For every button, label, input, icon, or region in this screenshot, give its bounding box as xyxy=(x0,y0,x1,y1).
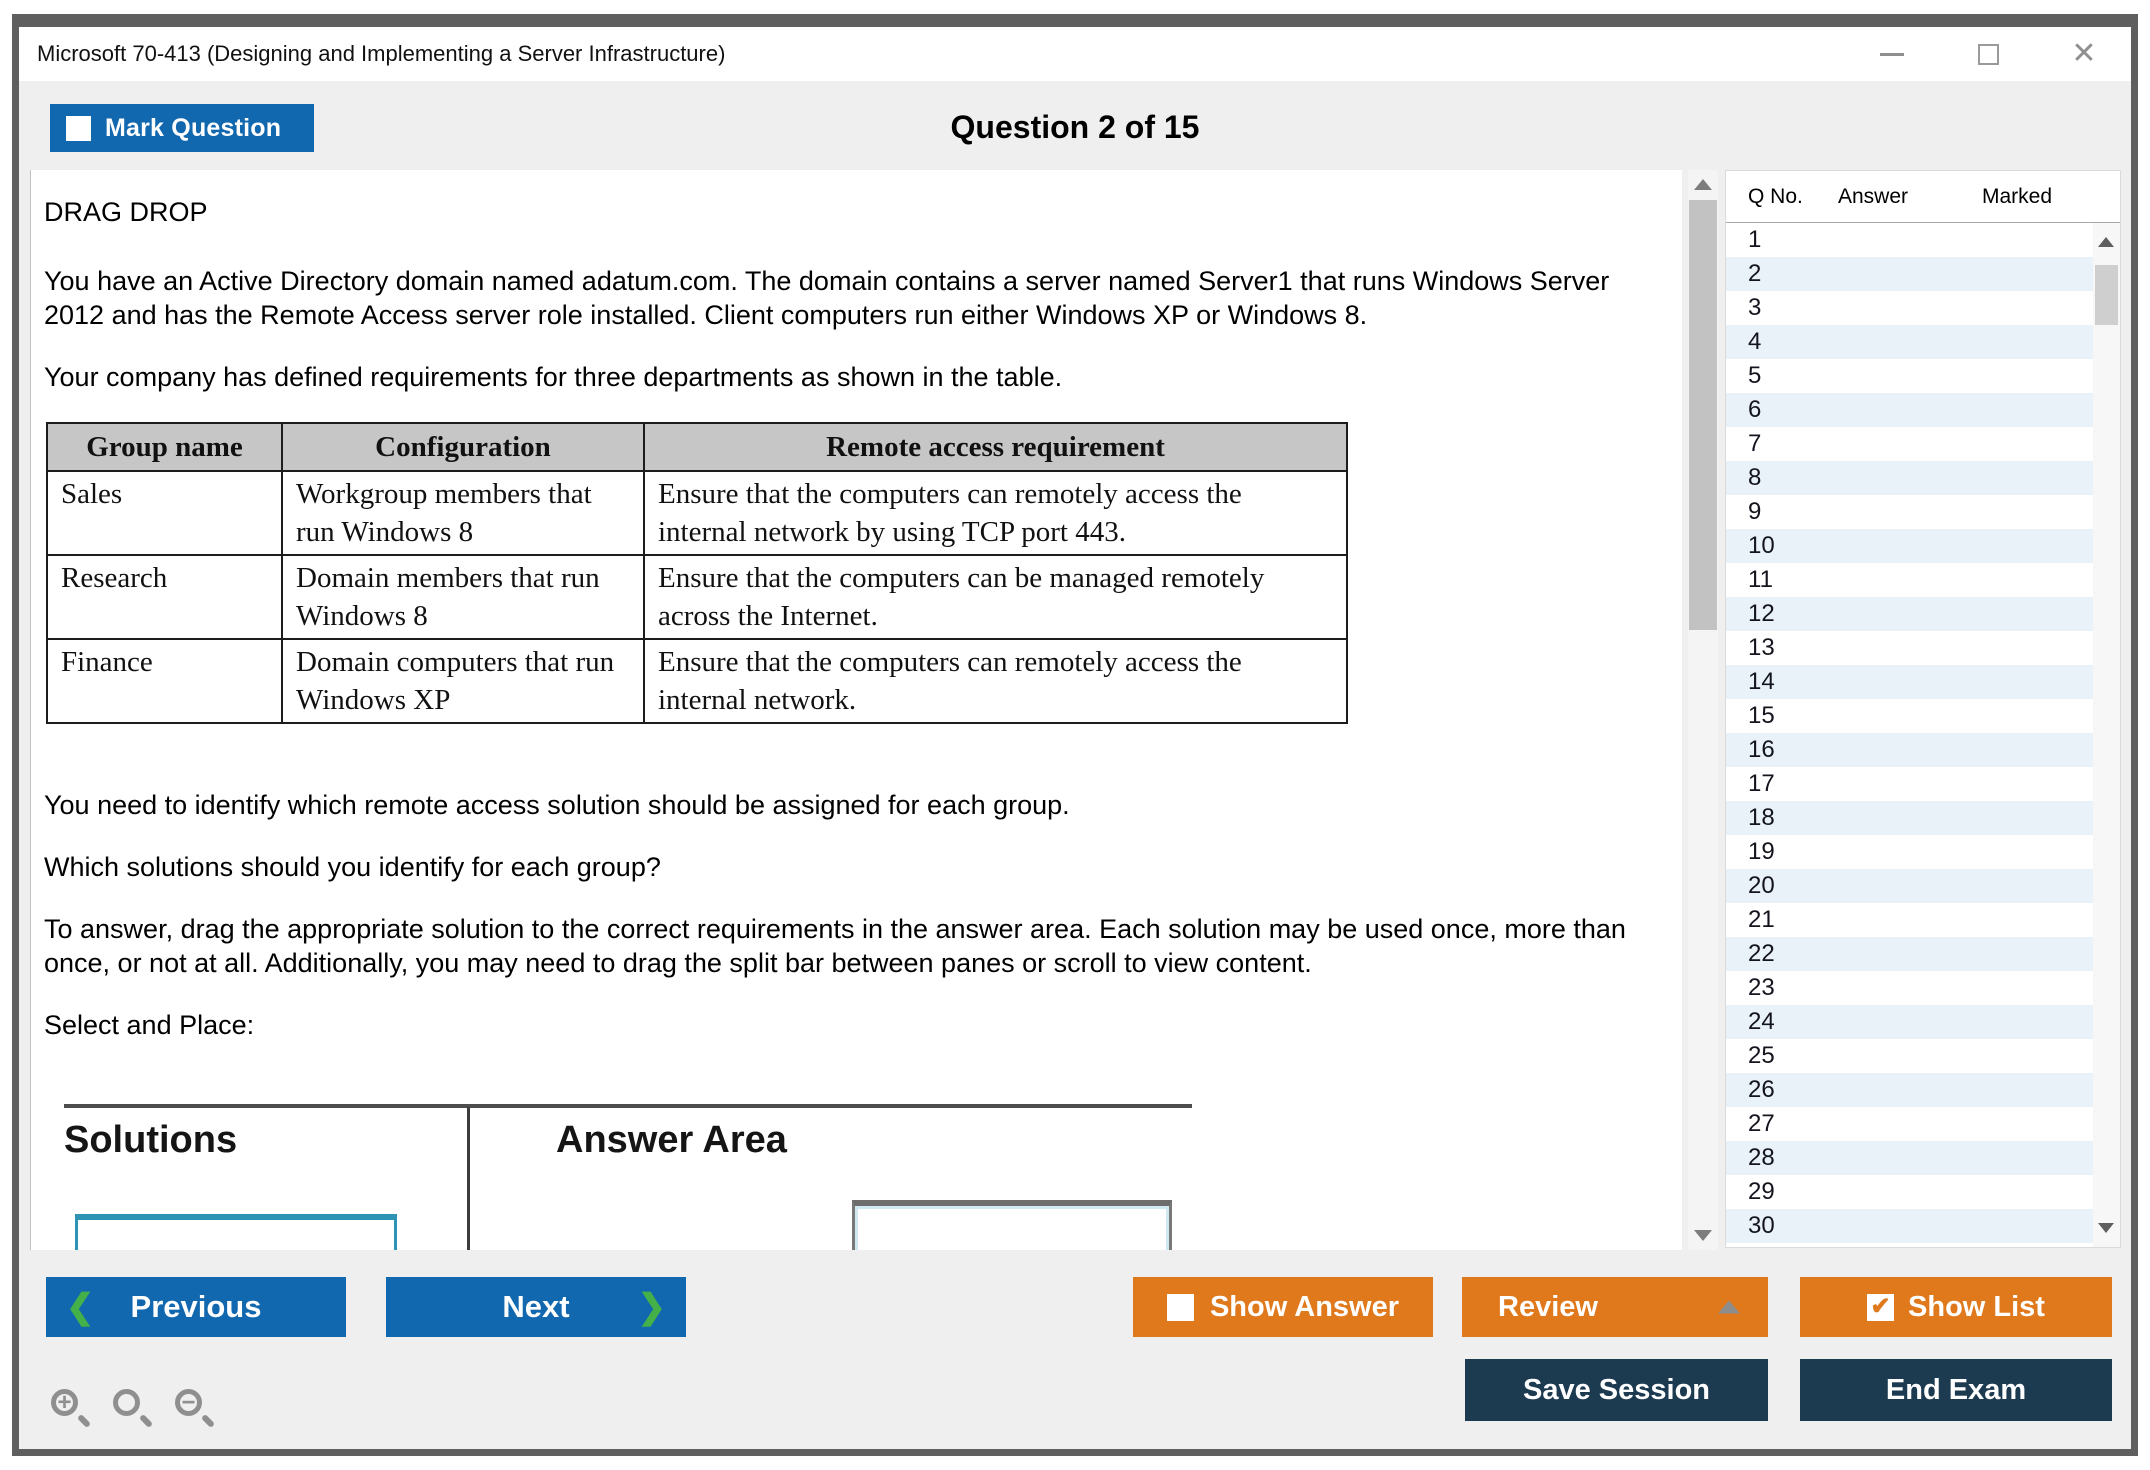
column-answer: Answer xyxy=(1838,185,1909,208)
question-type-label: DRAG DROP xyxy=(44,197,208,227)
question-list-item-16[interactable]: 16 xyxy=(1726,733,2093,767)
question-list-item-2[interactable]: 2 xyxy=(1726,257,2093,291)
question-list-item-29[interactable]: 29 xyxy=(1748,1178,1775,1205)
maximize-icon xyxy=(1978,44,1999,65)
question-list-item-30[interactable]: 30 xyxy=(1726,1209,2093,1243)
question-panel xyxy=(30,170,1682,1250)
chevron-right-icon: ❯ xyxy=(637,1288,666,1326)
list-scroll-up-icon[interactable] xyxy=(2098,237,2114,247)
question-list-item-12[interactable]: 12 xyxy=(1726,597,2093,631)
figure-split-bar[interactable] xyxy=(467,1107,470,1250)
question-outro xyxy=(44,788,1664,980)
table-header-remote-access: Remote access requirement xyxy=(644,423,1347,471)
table-cell: Domain members that run Windows 8 xyxy=(282,555,644,639)
handle xyxy=(77,1414,91,1428)
answer-drop-target[interactable] xyxy=(852,1200,1172,1250)
handle xyxy=(201,1414,215,1428)
minimize-button[interactable] xyxy=(1875,37,1909,71)
chevron-left-icon: ❮ xyxy=(66,1288,95,1326)
show-list-checkbox-icon xyxy=(1867,1294,1894,1321)
scroll-up-icon[interactable] xyxy=(1694,179,1712,190)
question-list-item-28[interactable]: 28 xyxy=(1726,1141,2093,1175)
table-header-configuration: Configuration xyxy=(282,423,644,471)
question-list-item-4[interactable]: 4 xyxy=(1726,325,2093,359)
show-list-label: Show List xyxy=(1908,1290,2045,1323)
question-list-item-14[interactable]: 14 xyxy=(1726,665,2093,699)
select-and-place-figure xyxy=(44,1088,1664,1250)
question-counter: Question 2 of 15 xyxy=(950,109,1200,145)
question-paragraph: Which solutions should you identify for each group? xyxy=(44,852,661,882)
answer-area-heading: Answer Area xyxy=(556,1119,787,1161)
question-paragraph: To answer, drag the appropriate solution to the correct requirements in the answer area. Each solution may be used once, more than once, or not at all. Additionally, you may need to drag the split bar between panes or scroll to view content. xyxy=(44,914,1626,978)
table-cell: Ensure that the computers can be managed remotely across the Internet. xyxy=(644,555,1347,639)
checkmark-icon: ✔ xyxy=(1870,1293,1891,1320)
title-bar xyxy=(19,27,2131,81)
question-list-header xyxy=(1726,171,2120,222)
review-button[interactable] xyxy=(1462,1277,1768,1337)
table-cell: Ensure that the computers can remotely access the internal network. xyxy=(644,639,1347,723)
plus-sign: + xyxy=(57,1388,72,1416)
close-button[interactable] xyxy=(2067,37,2101,71)
question-list-item-9[interactable]: 9 xyxy=(1748,498,1762,525)
save-session-label: Save Session xyxy=(1523,1373,1710,1406)
zoom-out-icon[interactable] xyxy=(173,1387,215,1429)
handle xyxy=(139,1414,153,1428)
zoom-in-icon[interactable] xyxy=(49,1387,91,1429)
next-button[interactable] xyxy=(386,1277,686,1337)
maximize-button[interactable] xyxy=(1971,37,2005,71)
question-content xyxy=(31,170,1682,1250)
lens xyxy=(113,1389,140,1416)
question-list-item-22[interactable]: 22 xyxy=(1726,937,2093,971)
question-list xyxy=(1726,223,2093,1243)
scroll-down-icon[interactable] xyxy=(1694,1230,1712,1241)
column-marked: Marked xyxy=(1982,185,2053,208)
question-paragraph: You need to identify which remote access solution should be assigned for each group. xyxy=(44,790,1070,820)
show-answer-checkbox-icon xyxy=(1167,1294,1194,1321)
select-and-place-label: Select and Place: xyxy=(44,1010,255,1040)
question-paragraph: You have an Active Directory domain named adatum.com. The domain contains a server named Server1 that runs Windows Server 2012 and has the Remote Access server role installed. Client computers run either Windows XP or Windows 8. xyxy=(44,266,1610,330)
end-exam-button[interactable] xyxy=(1800,1359,2112,1421)
question-list-item-3[interactable]: 3 xyxy=(1748,294,1762,321)
question-list-item-6[interactable]: 6 xyxy=(1726,393,2093,427)
question-scrollbar[interactable] xyxy=(1688,170,1718,1250)
question-list-scrollbar[interactable] xyxy=(2093,223,2120,1247)
table-cell: Finance xyxy=(47,639,282,723)
minus-sign: − xyxy=(181,1388,196,1416)
question-list-item-20[interactable]: 20 xyxy=(1726,869,2093,903)
list-scroll-down-icon[interactable] xyxy=(2098,1223,2114,1233)
question-list-item-13[interactable]: 13 xyxy=(1748,634,1775,661)
question-list-item-27[interactable]: 27 xyxy=(1748,1110,1775,1137)
table-header-group-name: Group name xyxy=(47,423,282,471)
table-cell: Domain computers that run Windows XP xyxy=(282,639,644,723)
show-list-button[interactable] xyxy=(1800,1277,2112,1337)
question-list-item-26[interactable]: 26 xyxy=(1726,1073,2093,1107)
minimize-icon xyxy=(1880,53,1904,56)
magnifier-icon[interactable] xyxy=(111,1387,153,1429)
solution-drag-item[interactable] xyxy=(75,1214,397,1250)
question-intro xyxy=(44,264,1664,394)
question-list-item-1[interactable]: 1 xyxy=(1748,226,1762,253)
question-list-item-17[interactable]: 17 xyxy=(1748,770,1775,797)
question-list-item-21[interactable]: 21 xyxy=(1748,906,1775,933)
table-cell: Sales xyxy=(47,471,282,555)
question-list-item-7[interactable]: 7 xyxy=(1748,430,1762,457)
table-cell: Research xyxy=(47,555,282,639)
column-q-no: Q No. xyxy=(1748,185,1803,208)
window-controls xyxy=(1875,27,2101,81)
review-label: Review xyxy=(1498,1290,1598,1323)
question-list-item-8[interactable]: 8 xyxy=(1726,461,2093,495)
window-title: Microsoft 70-413 (Designing and Implementing a Server Infrastructure) xyxy=(37,41,726,66)
table-cell: Ensure that the computers can remotely access the internal network by using TCP port 443. xyxy=(644,471,1347,555)
table-row xyxy=(47,471,1347,555)
question-list-item-18[interactable]: 18 xyxy=(1726,801,2093,835)
caret-up-icon xyxy=(1718,1301,1740,1314)
question-paragraph: Your company has defined requirements for three departments as shown in the table. xyxy=(44,362,1063,392)
app-window xyxy=(12,14,2138,1456)
question-list-item-24[interactable]: 24 xyxy=(1726,1005,2093,1039)
question-list-item-15[interactable]: 15 xyxy=(1748,702,1775,729)
table-header-row xyxy=(47,423,1347,471)
show-answer-label: Show Answer xyxy=(1209,1290,1400,1323)
save-session-button[interactable] xyxy=(1465,1359,1768,1421)
table-cell: Workgroup members that run Windows 8 xyxy=(282,471,644,555)
requirements-table xyxy=(46,422,1348,724)
show-answer-button[interactable] xyxy=(1133,1277,1433,1337)
question-list-item-19[interactable]: 19 xyxy=(1748,838,1775,865)
mark-question-label: Mark Question xyxy=(105,113,282,142)
question-list-item-5[interactable]: 5 xyxy=(1748,362,1762,389)
zoom-toolbar xyxy=(49,1387,215,1429)
next-label: Next xyxy=(502,1289,570,1324)
figure-top-rule xyxy=(64,1104,1192,1108)
scrollbar-thumb[interactable] xyxy=(1689,200,1717,630)
previous-button[interactable] xyxy=(46,1277,346,1337)
table-row xyxy=(47,639,1347,723)
end-exam-label: End Exam xyxy=(1885,1373,2027,1406)
question-list-item-10[interactable]: 10 xyxy=(1726,529,2093,563)
previous-label: Previous xyxy=(130,1289,262,1324)
question-list-item-25[interactable]: 25 xyxy=(1748,1042,1775,1069)
list-scrollbar-thumb[interactable] xyxy=(2095,265,2118,325)
solutions-heading: Solutions xyxy=(64,1119,238,1161)
table-row xyxy=(47,555,1347,639)
question-list-item-23[interactable]: 23 xyxy=(1748,974,1775,1001)
question-list-item-11[interactable]: 11 xyxy=(1748,566,1773,593)
close-icon: ✕ xyxy=(2071,37,2097,70)
question-list-panel xyxy=(1725,170,2121,1248)
